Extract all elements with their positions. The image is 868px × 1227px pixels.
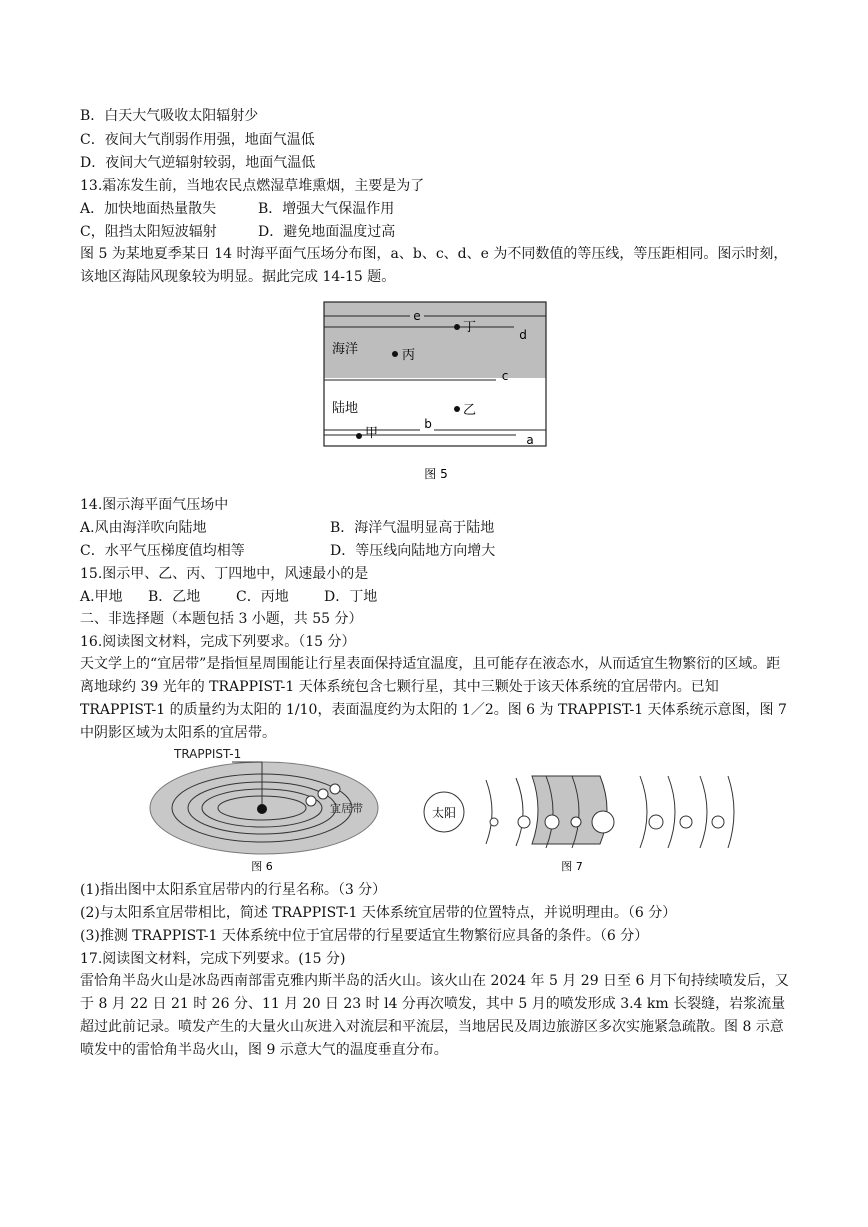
q13-option-a: A．加快地面热量散失 xyxy=(80,201,217,217)
fig5-point-ding-label: 丁 xyxy=(463,320,477,335)
q16-sub1: (1)指出图中太阳系宜居带内的行星名称。（3 分） xyxy=(80,882,387,898)
fig5-intro: 图 5 为某地夏季某日 14 时海平面气压场分布图，a、b、c、d、e 为不同数值的等压线，等压距相同。图示时刻，该地区海陆风现象较为明显。据此完成 14-15 题。 xyxy=(80,246,788,285)
fig5-ocean-label: 海洋 xyxy=(332,342,359,357)
fig7-sun-label: 太阳 xyxy=(431,806,457,820)
fig5-point-jia xyxy=(356,433,362,439)
fig5-isobar-a-label: a xyxy=(526,433,534,447)
fig5-point-yi xyxy=(454,406,460,412)
q16-stem: 16.阅读图文材料，完成下列要求。（15 分） xyxy=(80,634,356,650)
q17-material: 雷恰角半岛火山是冰岛西南部雷克雅内斯半岛的活火山。该火山在 2024 年 5 月 29 日至 6 月下旬持续喷发后，又于 8 月 22 日 21 时 26 分、11 月 20 日 23 时 l4 分再次喷发，其中 5 月的喷发形成 3.4 km 长裂缝，岩浆流量超过此前记录。喷发产生的大量火山灰进入对流层和平流层，当地居民及周边旅游区多次实施紧急疏散。图 8 示意喷发中的雷恰角半岛火山，图 9 示意大气的温度垂直分布。 xyxy=(80,973,789,1058)
fig5-point-jia-label: 甲 xyxy=(365,426,379,441)
fig7-orbit-7 xyxy=(700,776,707,848)
fig5-point-ding xyxy=(454,324,460,330)
q16-sub2: (2)与太阳系宜居带相比，简述 TRAPPIST-1 天体系统宜居带的位置特点，并说明理由。（6 分） xyxy=(80,905,677,921)
q13-options-row1 xyxy=(80,199,394,219)
fig5-ocean-area xyxy=(324,302,546,378)
fig7-planet-jupiter xyxy=(592,811,614,833)
q15-option-a: A.甲地 xyxy=(80,589,123,605)
fig5-isobar-e-label: e xyxy=(413,309,421,323)
fig6-star-label: TRAPPIST-1 xyxy=(174,747,242,761)
q15-options xyxy=(80,587,377,607)
fig6-zone-label: 宜居带 xyxy=(330,802,363,815)
fig7-habitable-zone xyxy=(532,776,607,844)
q15-option-d: D．丁地 xyxy=(324,589,378,605)
fig6-planet-3 xyxy=(330,784,340,794)
fig6-star-trappist xyxy=(257,804,267,814)
q12-option-b: B．白天大气吸收太阳辐射少 xyxy=(80,108,259,124)
fig7-orbit-1 xyxy=(486,780,492,844)
q14-option-b: B．海洋气温明显高于陆地 xyxy=(330,520,495,536)
fig6-planet-1 xyxy=(306,796,316,806)
fig7-planet-uranus xyxy=(680,816,692,828)
fig7-planet-earth xyxy=(545,815,559,829)
q14-option-c: C．水平气压梯度值均相等 xyxy=(80,543,245,559)
q14-options-row1 xyxy=(80,518,494,538)
q12-option-d: D．夜间大气逆辐射较弱，地面气温低 xyxy=(80,155,316,171)
section-2-heading: 二、非选择题（本题包括 3 小题，共 55 分） xyxy=(80,611,363,627)
q13-options-row2 xyxy=(80,222,395,242)
fig5-land-label: 陆地 xyxy=(332,401,359,416)
q16-sub3: (3)推测 TRAPPIST-1 天体系统中位于宜居带的行星要适宜生物繁衍应具备的条件。（6 分） xyxy=(80,928,649,944)
q14-stem: 14.图示海平面气压场中 xyxy=(80,497,229,513)
fig7-planet-venus xyxy=(518,816,530,828)
q13-option-c: C，阻挡太阳短波辐射 xyxy=(80,224,217,240)
q12-option-c: C．夜间大气削弱作用强，地面气温低 xyxy=(80,132,315,148)
fig7-planet-saturn xyxy=(649,815,663,829)
fig7-orbit-6 xyxy=(668,776,675,848)
fig6-planet-2 xyxy=(318,789,328,799)
fig6-caption: 图 6 xyxy=(251,860,273,873)
figure-5 xyxy=(318,296,554,486)
fig7-orbit-5 xyxy=(640,776,647,848)
q13-stem: 13.霜冻发生前，当地农民点燃湿草堆熏烟，主要是为了 xyxy=(80,178,425,194)
q17-stem: 17.阅读图文材料，完成下列要求。(15 分) xyxy=(80,951,346,967)
q15-option-b: B．乙地 xyxy=(148,589,201,605)
fig7-planet-neptune xyxy=(712,816,724,828)
fig5-point-yi-label: 乙 xyxy=(463,403,477,418)
fig7-planet-mercury xyxy=(490,818,498,826)
q13-option-d: D．避免地面温度过高 xyxy=(258,224,396,240)
fig5-isobar-c-label: c xyxy=(501,369,509,383)
q14-option-d: D．等压线向陆地方向增大 xyxy=(330,543,496,559)
q15-stem: 15.图示甲、乙、丙、丁四地中，风速最小的是 xyxy=(80,566,369,582)
fig5-isobar-d-label: d xyxy=(519,328,527,342)
q14-option-a: A.风由海洋吹向陆地 xyxy=(80,520,207,536)
fig5-caption: 图 5 xyxy=(424,467,448,481)
fig5-isobar-b-label: b xyxy=(424,417,432,431)
fig7-planet-mars xyxy=(571,817,581,827)
fig7-orbit-2 xyxy=(516,778,523,846)
fig5-point-bing-label: 丙 xyxy=(402,348,416,363)
fig7-orbit-8 xyxy=(728,776,734,848)
q13-option-b: B．增强大气保温作用 xyxy=(258,201,395,217)
fig5-point-bing xyxy=(392,351,398,357)
figures-6-7 xyxy=(140,742,740,880)
q16-material: 天文学上的“宜居带”是指恒星周围能让行星表面保持适宜温度，且可能存在液态水，从而适宜生物繁衍的区域。距离地球约 39 光年的 TRAPPIST-1 天体系统包含七颗行星，其中三颗处于该天体系统的宜居带内。已知 TRAPPIST-1 的质量约为太阳的 1/10，表面温度约为太阳的 1／2。图 6 为 TRAPPIST-1 天体系统示意图，图 7 中阴影区域为太阳系的宜居带。 xyxy=(80,656,787,741)
q15-option-c: C．丙地 xyxy=(236,589,289,605)
fig7-caption: 图 7 xyxy=(561,860,583,873)
q14-options-row2 xyxy=(80,541,495,561)
